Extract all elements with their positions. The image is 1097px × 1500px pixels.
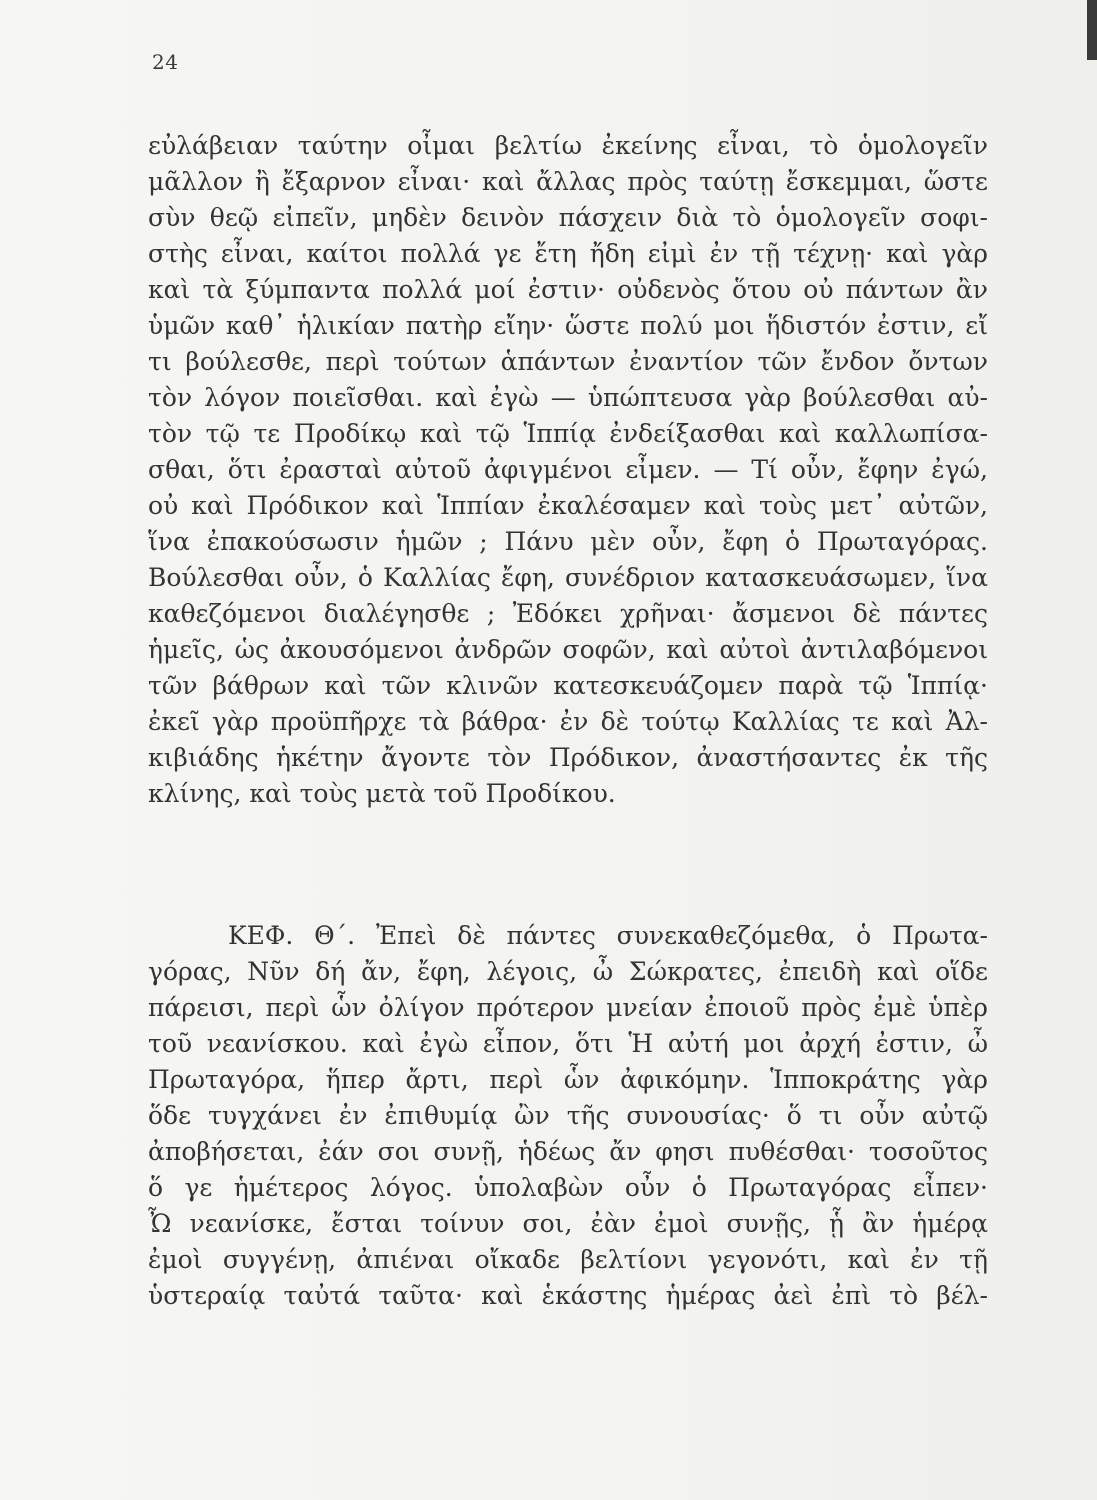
text-line: μᾶλλον ἢ ἔξαρνον εἶναι· καὶ ἄλλας πρὸς ταύτῃ ἔσκεμμαι, ὥστε (148, 167, 988, 196)
text-line: στὴς εἶναι, καίτοι πολλά γε ἔτη ἤδη εἰμὶ ἐν τῇ τέχνῃ· καὶ γὰρ (148, 239, 988, 268)
text-line: Ὦ νεανίσκε, ἔσται τοίνυν σοι, ἐὰν ἐμοὶ συνῇς, ᾗ ἂν ἡμέρᾳ (148, 1209, 988, 1238)
text-line: γόρας, Νῦν δή ἄν, ἔφη, λέγοις, ὦ Σώκρατες, ἐπειδὴ καὶ οἵδε (148, 957, 988, 986)
text-line: Πρωταγόρα, ἥπερ ἄρτι, περὶ ὧν ἀφικόμην. Ἱπποκράτης γὰρ (148, 1065, 988, 1094)
text-line: κλίνης, καὶ τοὺς μετὰ τοῦ Προδίκου. (148, 779, 616, 808)
paragraph-1 (148, 128, 988, 812)
text-line: Βούλεσθαι οὖν, ὁ Καλλίας ἔφη, συνέδριον κατασκευάσωμεν, ἵνα (148, 563, 988, 592)
text-line: ὑστεραίᾳ ταὐτά ταῦτα· καὶ ἑκάστης ἡμέρας ἀεὶ ἐπὶ τὸ βέλ- (148, 1281, 988, 1310)
text-line: ἀποβήσεται, ἐάν σοι συνῇ, ἡδέως ἄν φησι πυθέσθαι· τοσοῦτος (148, 1137, 988, 1166)
text-line: καὶ τὰ ξύμπαντα πολλά μοί ἐστιν· οὐδενὸς ὅτου οὐ πάντων ἂν (148, 275, 988, 304)
paragraph-2 (148, 918, 988, 1314)
text-line: τὸν τῷ τε Προδίκῳ καὶ τῷ Ἱππίᾳ ἐνδείξασθαι καὶ καλλωπίσα- (148, 419, 988, 448)
text-line: καθεζόμενοι διαλέγησθε ; Ἐδόκει χρῆναι· ἄσμενοι δὲ πάντες (148, 599, 988, 628)
text-line: εὐλάβειαν ταύτην οἶμαι βελτίω ἐκείνης εἶναι, τὸ ὁμολογεῖν (148, 131, 988, 160)
text-line: πάρεισι, περὶ ὧν ὀλίγον πρότερον μνείαν ἐποιοῦ πρὸς ἐμὲ ὑπὲρ (148, 993, 988, 1022)
text-line: κιβιάδης ἡκέτην ἄγοντε τὸν Πρόδικον, ἀναστήσαντες ἐκ τῆς (148, 743, 988, 772)
text-line: σθαι, ὅτι ἐρασταὶ αὐτοῦ ἀφιγμένοι εἶμεν. — Τί οὖν, ἔφην ἐγώ, (148, 455, 988, 484)
page-edge-shadow (1087, 0, 1097, 60)
text-line: ἡμεῖς, ὡς ἀκουσόμενοι ἀνδρῶν σοφῶν, καὶ αὐτοὶ ἀντιλαβόμενοι (148, 635, 988, 664)
text-line: οὐ καὶ Πρόδικον καὶ Ἱππίαν ἐκαλέσαμεν καὶ τοὺς μετ᾽ αὐτῶν, (148, 491, 988, 520)
text-line: τὸν λόγον ποιεῖσθαι. καὶ ἐγὼ — ὑπώπτευσα γὰρ βούλεσθαι αὐ- (148, 383, 988, 412)
text-line: ὑμῶν καθ᾽ ἡλικίαν πατὴρ εἴην· ὥστε πολύ μοι ἥδιστόν ἐστιν, εἴ (148, 311, 988, 340)
text-line: σὺν θεῷ εἰπεῖν, μηδὲν δεινὸν πάσχειν διὰ τὸ ὁμολογεῖν σοφι- (148, 203, 988, 232)
text-line: ἵνα ἐπακούσωσιν ἡμῶν ; Πάνυ μὲν οὖν, ἔφη ὁ Πρωταγόρας. (148, 527, 988, 556)
text-line: τοῦ νεανίσκου. καὶ ἐγὼ εἶπον, ὅτι Ἡ αὐτή μοι ἀρχή ἐστιν, ὦ (148, 1029, 988, 1058)
text-line: ΚΕΦ. Θ΄. Ἐπεὶ δὲ πάντες συνεκαθεζόμεθα, ὁ Πρωτα- (228, 921, 988, 950)
text-line: ἐμοὶ συγγένῃ, ἀπιέναι οἴκαδε βελτίονι γεγονότι, καὶ ἐν τῇ (148, 1245, 988, 1274)
text-line: ἐκεῖ γὰρ προϋπῆρχε τὰ βάθρα· ἐν δὲ τούτῳ Καλλίας τε καὶ Ἀλ- (148, 707, 988, 736)
text-line: ὅ γε ἡμέτερος λόγος. ὑπολαβὼν οὖν ὁ Πρωταγόρας εἶπεν· (148, 1173, 988, 1202)
text-line: ὅδε τυγχάνει ἐν ἐπιθυμίᾳ ὢν τῆς συνουσίας· ὅ τι οὖν αὐτῷ (148, 1101, 988, 1130)
page-number: 24 (152, 50, 179, 74)
text-line: τι βούλεσθε, περὶ τούτων ἁπάντων ἐναντίον τῶν ἔνδον ὄντων (148, 347, 988, 376)
text-line: τῶν βάθρων καὶ τῶν κλινῶν κατεσκευάζομεν παρὰ τῷ Ἱππίᾳ· (148, 671, 988, 700)
